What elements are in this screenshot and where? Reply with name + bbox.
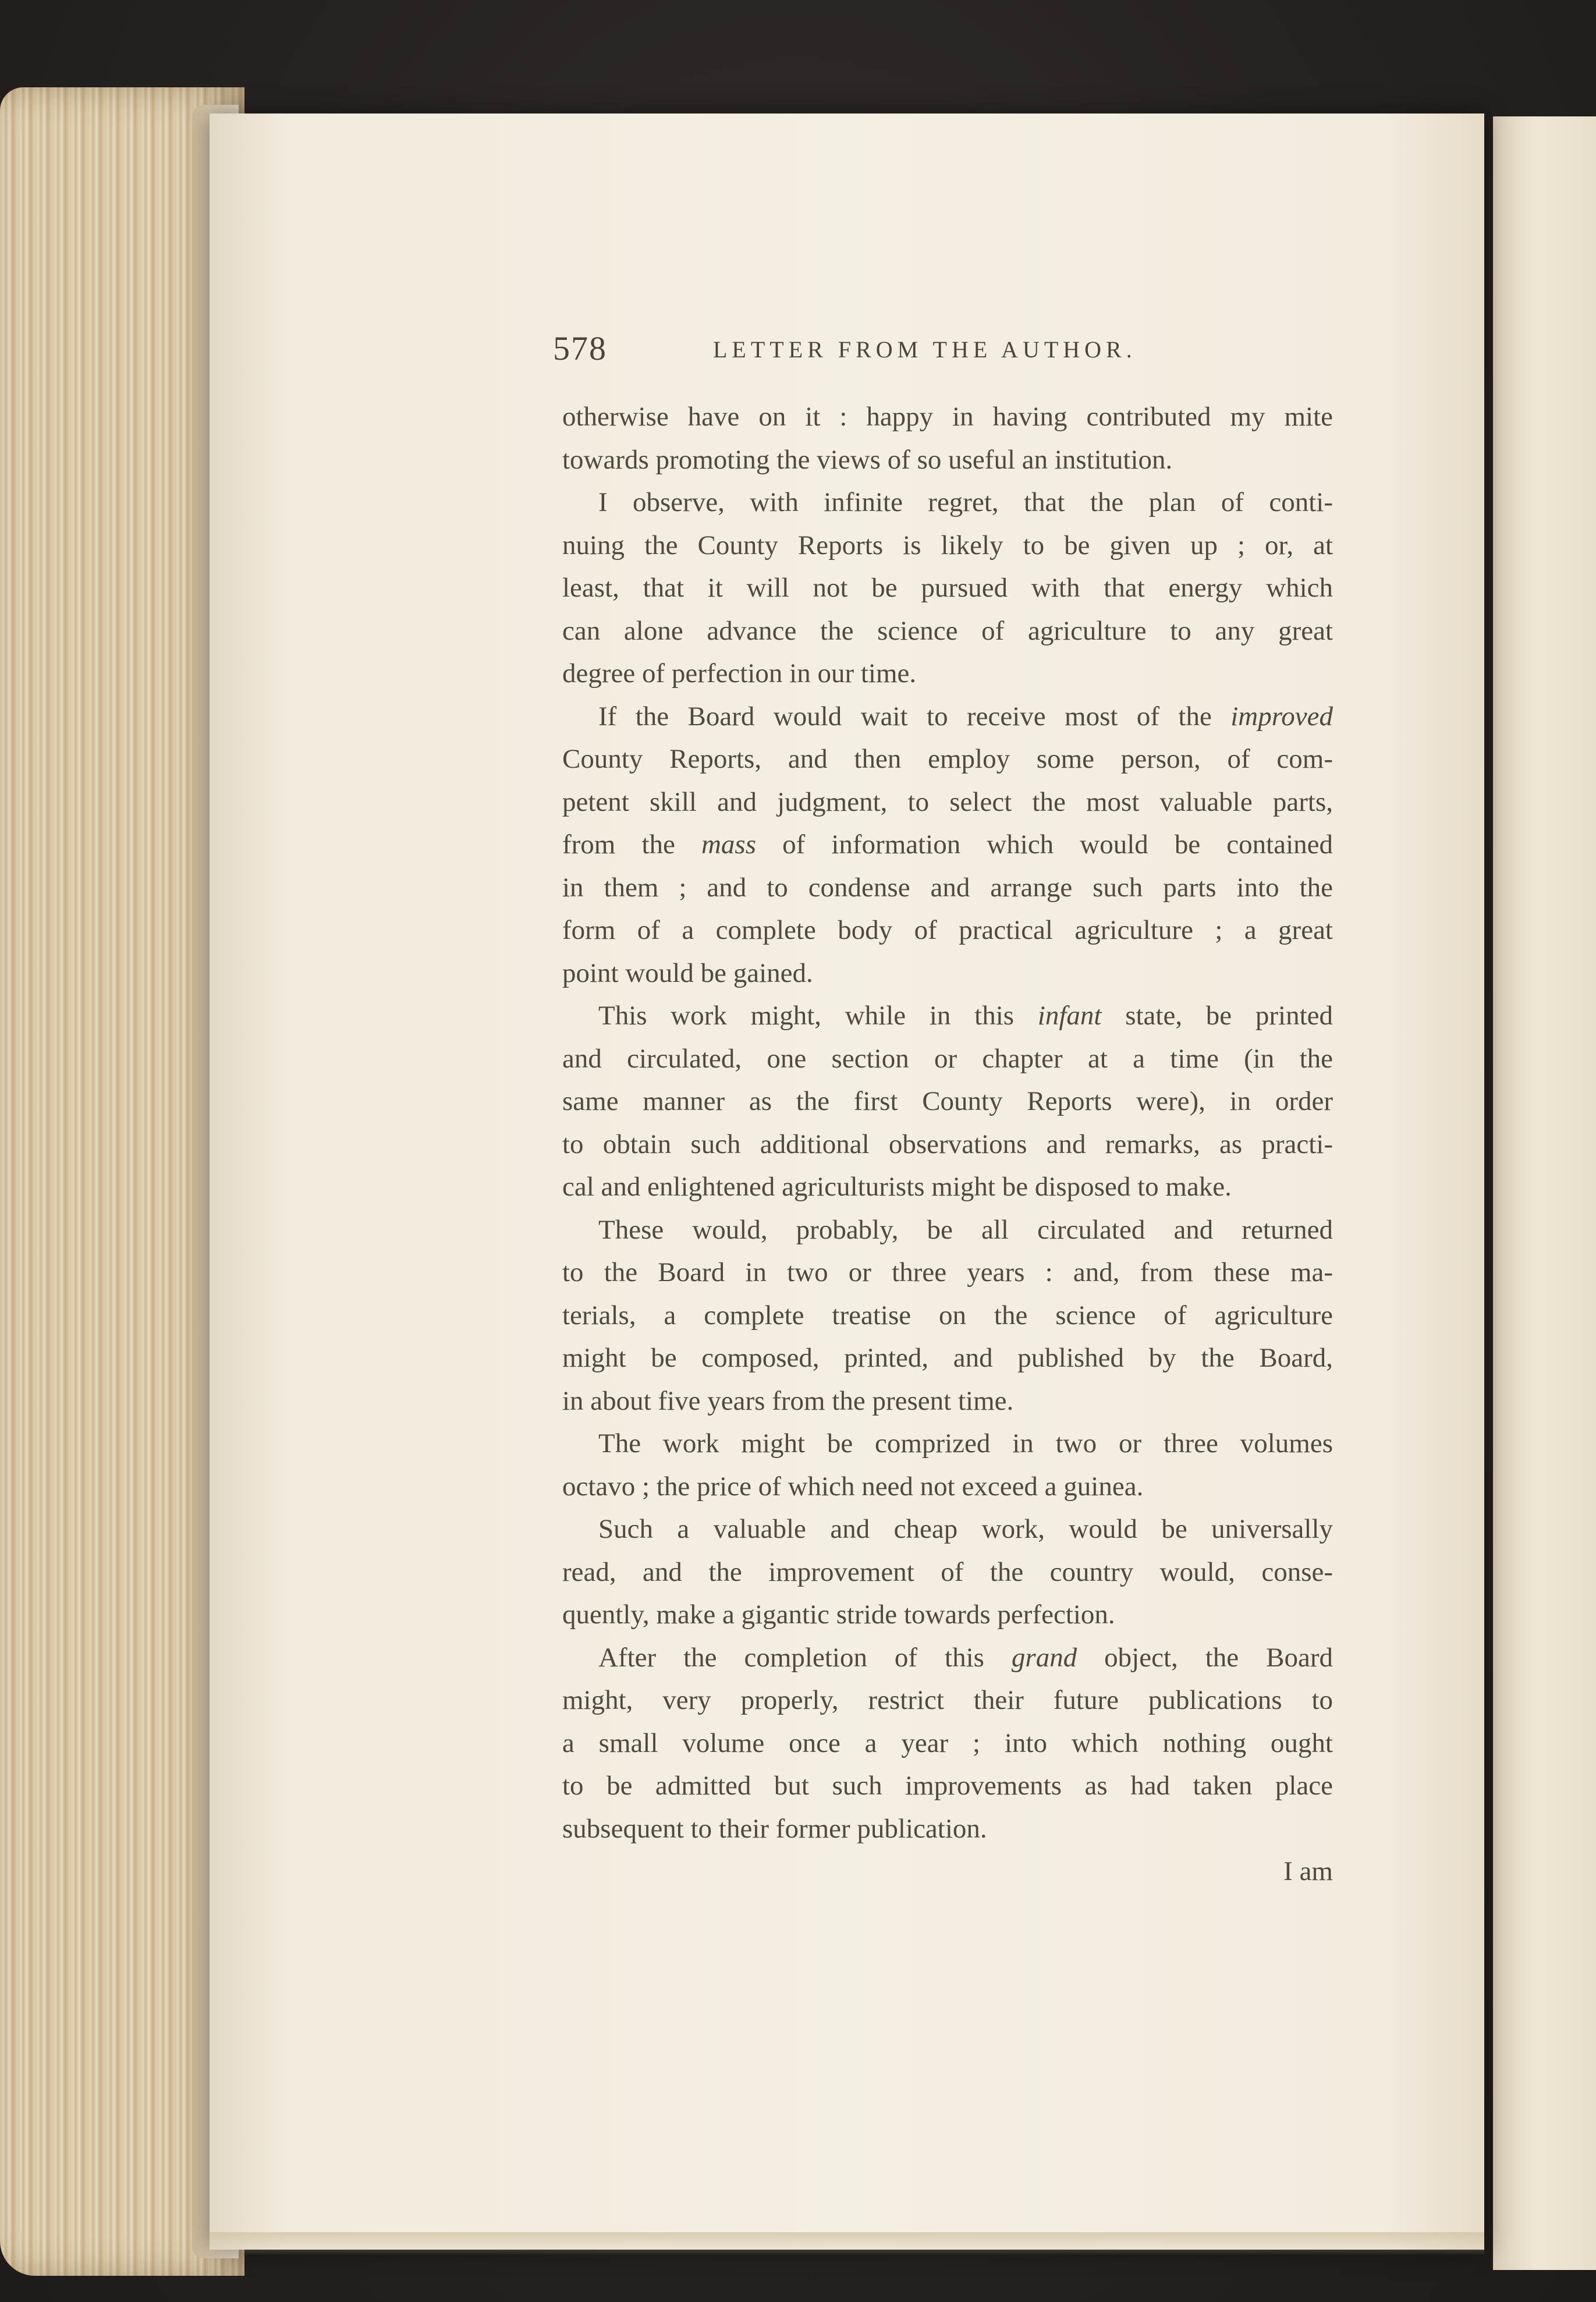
text-segment: After the completion of this: [598, 1642, 1012, 1673]
text-segment: petent skill and judgment, to select the most valuable parts,: [562, 786, 1333, 817]
text-segment: otherwise have on it : happy in having contributed my mite: [562, 402, 1333, 432]
catchword: I am: [1283, 1856, 1333, 1886]
text-segment: quently, make a gigantic stride towards perfection.: [562, 1599, 1115, 1630]
italic-word: improved: [1230, 701, 1333, 732]
text-line: [562, 396, 1333, 439]
text-line: [562, 1466, 1333, 1509]
italic-word: mass: [701, 829, 756, 860]
text-line: [562, 1038, 1333, 1081]
text-line: [562, 1380, 1333, 1423]
text-line: [562, 781, 1333, 824]
text-line: [562, 1209, 1333, 1252]
text-segment: point would be gained.: [562, 957, 813, 988]
text-segment: I observe, with infinite regret, that the plan of conti-: [598, 487, 1333, 517]
text-segment: degree of perfection in our time.: [562, 658, 917, 689]
text-line: [562, 1679, 1333, 1722]
text-line: [562, 1508, 1333, 1551]
text-segment: might, very properly, restrict their future publications to: [562, 1685, 1333, 1715]
text-line: [562, 696, 1333, 739]
text-line: [562, 1080, 1333, 1123]
text-segment: might be composed, printed, and published by the Board,: [562, 1343, 1333, 1373]
text-segment: and circulated, one section or chapter at a time (in the: [562, 1043, 1333, 1074]
text-segment: These would, probably, be all circulated and returned: [598, 1214, 1333, 1245]
text-line: [562, 867, 1333, 910]
text-segment: nuing the County Reports is likely to be given up ; or, at: [562, 530, 1333, 561]
text-line: [562, 1594, 1333, 1637]
text-line: [562, 952, 1333, 995]
text-segment: terials, a complete treatise on the science of agriculture: [562, 1300, 1333, 1331]
text-segment: a small volume once a year ; into which nothing ought: [562, 1728, 1333, 1758]
text-segment: octavo ; the price of which need not exceed a guinea.: [562, 1471, 1144, 1502]
italic-word: grand: [1011, 1642, 1077, 1673]
page-bottom-edge: [210, 2232, 1484, 2255]
facing-page-edge: [1493, 116, 1596, 2270]
text-segment: read, and the improvement of the country would, conse-: [562, 1556, 1333, 1587]
text-line: [562, 1765, 1333, 1808]
text-segment: to obtain such additional observations and remarks, as practi-: [562, 1129, 1333, 1159]
text-line: [562, 610, 1333, 653]
italic-word: infant: [1037, 1001, 1102, 1031]
text-line: [562, 652, 1333, 696]
text-line: [562, 1808, 1333, 1851]
text-line: [562, 738, 1333, 781]
text-line: [562, 1423, 1333, 1466]
text-line: [562, 1637, 1333, 1680]
text-line: [562, 1722, 1333, 1765]
text-segment: object, the Board: [1077, 1642, 1333, 1673]
text-segment: of information which would be contained: [756, 829, 1333, 860]
text-segment: state, be printed: [1101, 1001, 1333, 1031]
text-segment: cal and enlightened agriculturists might be disposed to make.: [562, 1172, 1232, 1202]
text-line: [562, 439, 1333, 482]
text-segment: in them ; and to condense and arrange such parts into the: [562, 872, 1333, 903]
running-title: LETTER FROM THE AUTHOR.: [713, 336, 1137, 363]
text-line: [562, 995, 1333, 1038]
text-segment: from the: [562, 829, 701, 860]
text-line: [562, 524, 1333, 567]
text-segment: County Reports, and then employ some person, of com-: [562, 744, 1333, 774]
text-line: [562, 481, 1333, 524]
text-segment: If the Board would wait to receive most of the: [598, 701, 1231, 732]
text-line: [562, 567, 1333, 610]
text-segment: same manner as the first County Reports were), in order: [562, 1086, 1333, 1116]
text-segment: to the Board in two or three years : and, from these ma-: [562, 1257, 1333, 1287]
text-segment: subsequent to their former publication.: [562, 1813, 987, 1844]
text-line: [562, 1123, 1333, 1166]
running-head: [553, 329, 1182, 375]
body-text: [562, 396, 1333, 1893]
text-segment: to be admitted but such improvements as had taken place: [562, 1771, 1333, 1801]
text-segment: This work might, while in this: [598, 1001, 1038, 1031]
text-line: [562, 1166, 1333, 1209]
text-line: [562, 1251, 1333, 1294]
text-line: [562, 1551, 1333, 1594]
page-number: 578: [553, 329, 607, 367]
text-line: [562, 1294, 1333, 1338]
text-line: [562, 1337, 1333, 1380]
text-line: [562, 824, 1333, 867]
text-segment: can alone advance the science of agriculture to any great: [562, 615, 1333, 646]
text-segment: The work might be comprized in two or three volumes: [598, 1428, 1333, 1459]
text-line: [562, 909, 1333, 952]
text-segment: least, that it will not be pursued with that energy which: [562, 573, 1333, 603]
text-segment: Such a valuable and cheap work, would be universally: [598, 1514, 1333, 1544]
text-segment: towards promoting the views of so useful an institution.: [562, 444, 1173, 475]
text-segment: form of a complete body of practical agriculture ; a great: [562, 915, 1333, 945]
text-segment: in about five years from the present time.: [562, 1385, 1014, 1416]
